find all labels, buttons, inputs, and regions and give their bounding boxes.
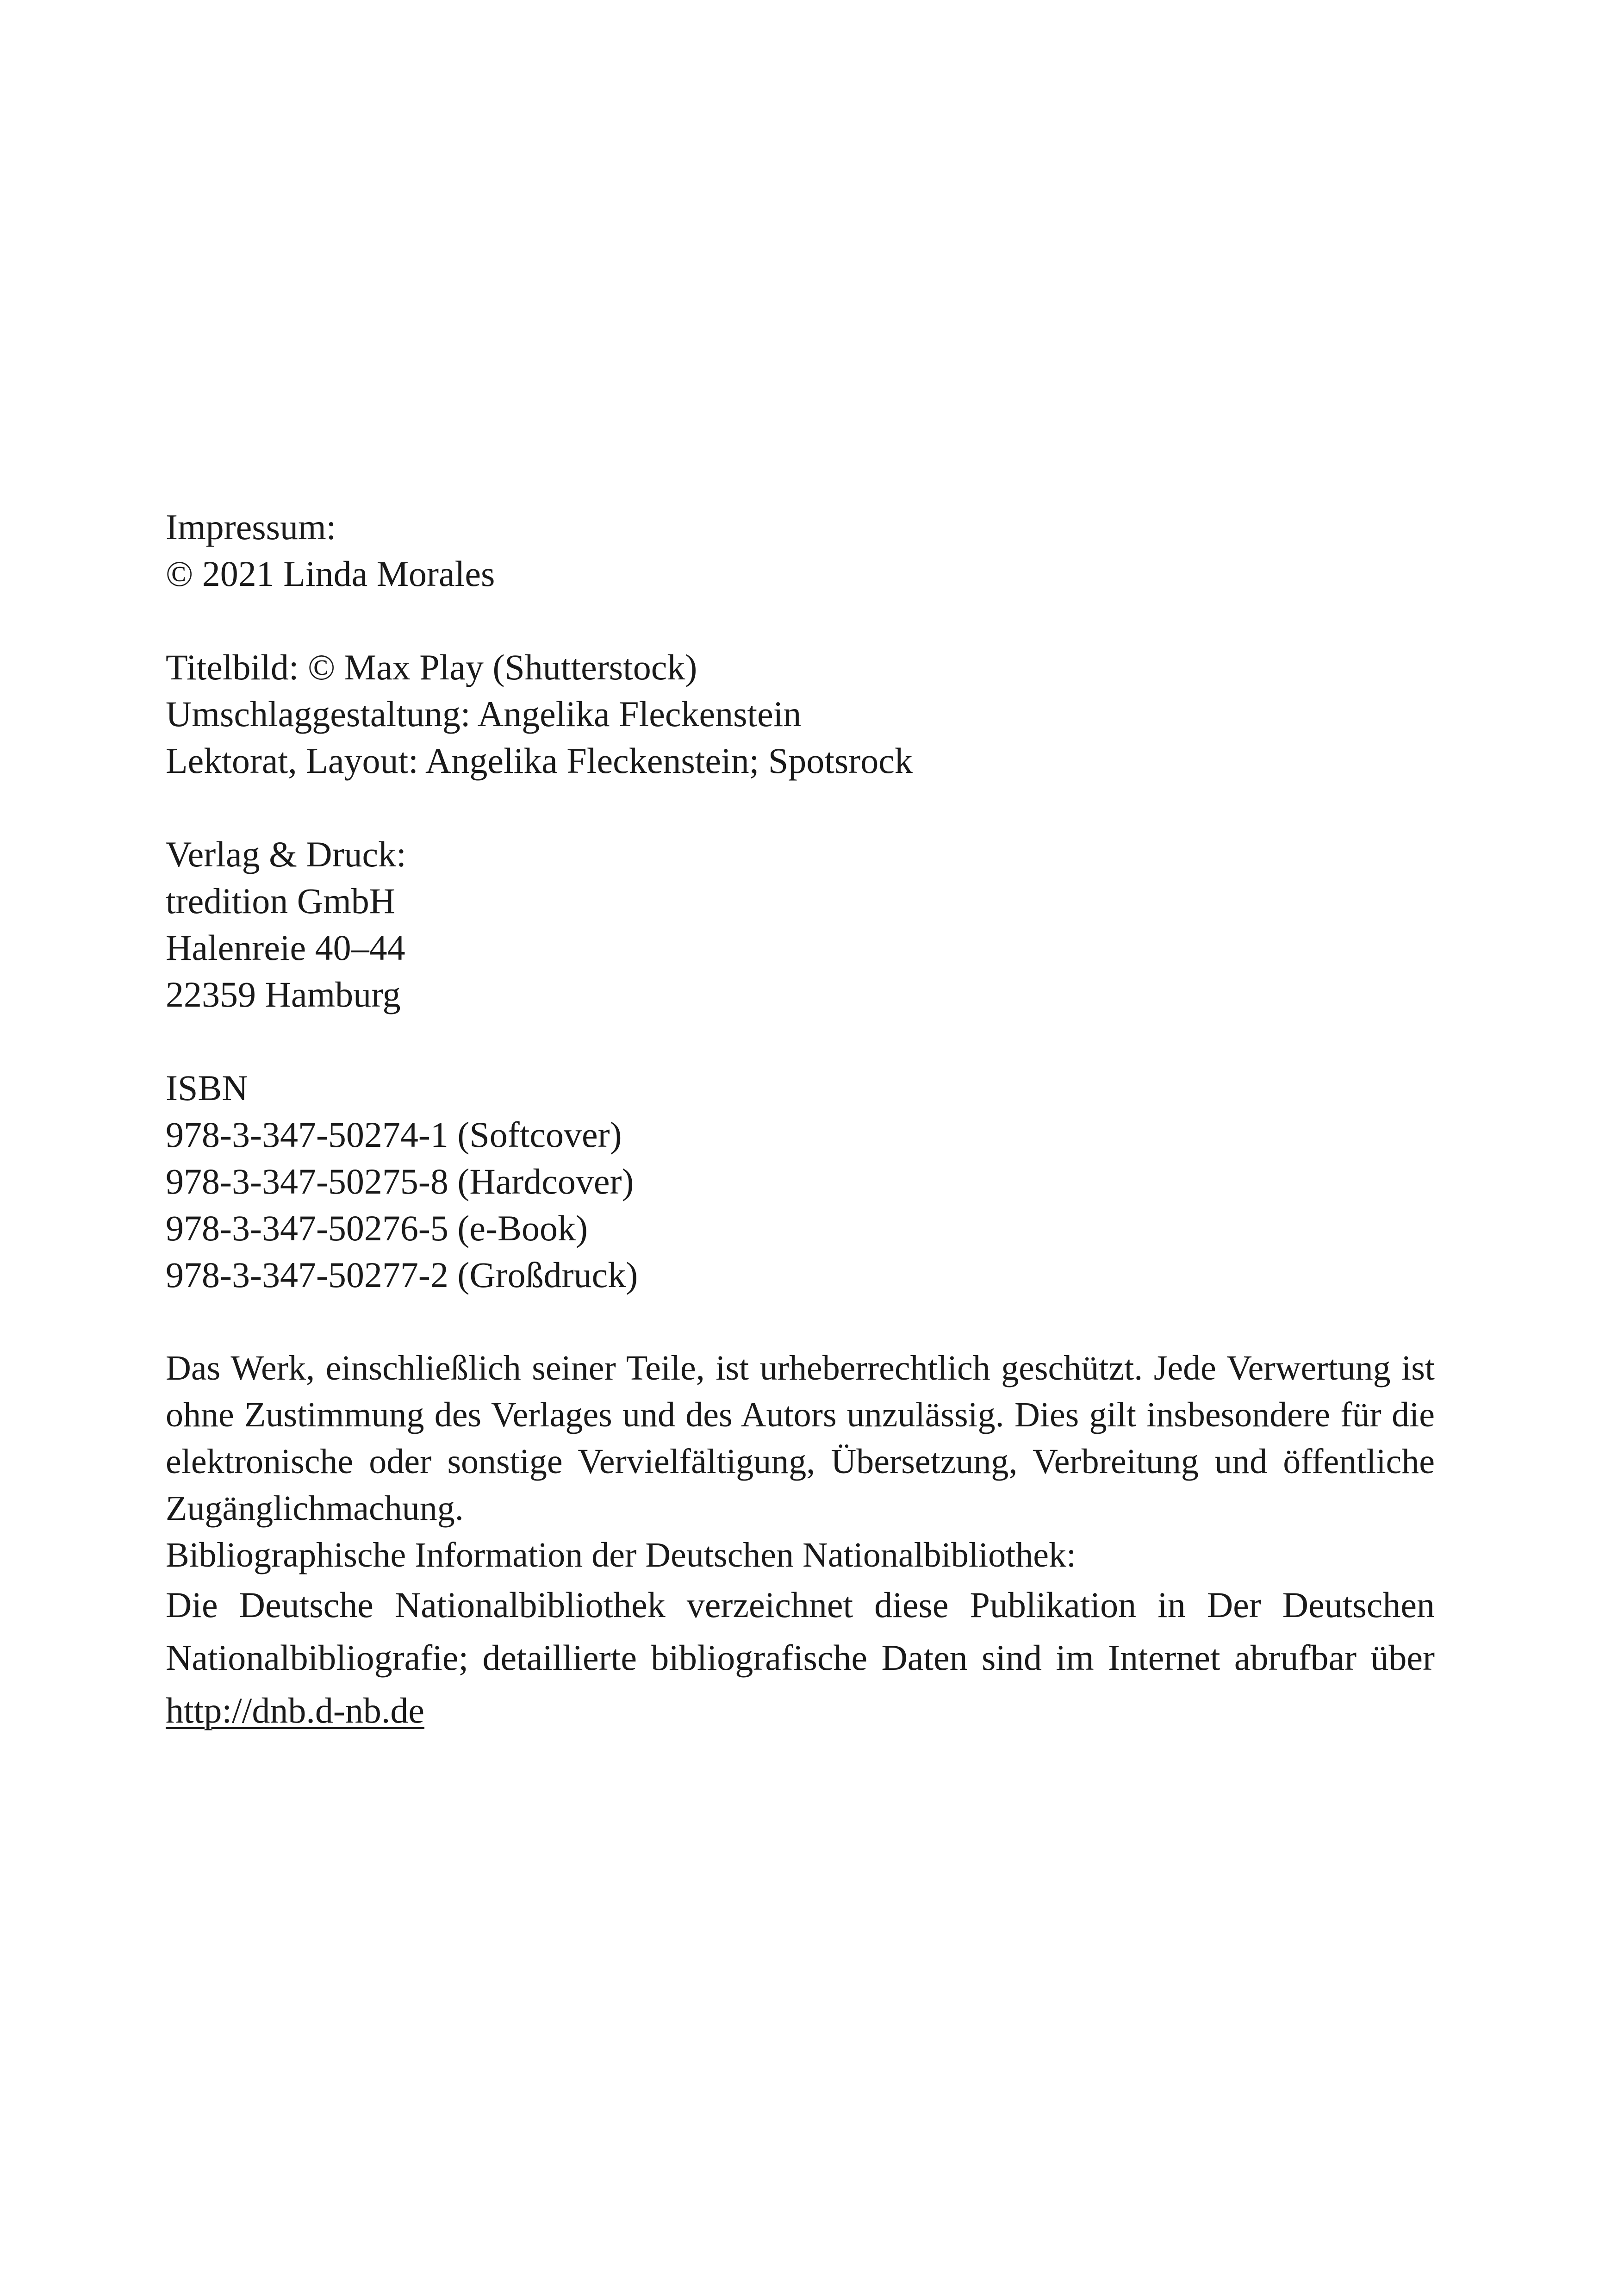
publisher-heading: Verlag & Druck: xyxy=(166,834,406,874)
editing-layout-credit: Lektorat, Layout: Angelika Fleckenstein; Spotsrock xyxy=(166,740,913,781)
legal-block xyxy=(166,1345,1435,1579)
biblio-block xyxy=(166,1579,1435,1737)
spacer xyxy=(166,1018,1435,1064)
spacer xyxy=(166,597,1435,644)
cover-image-credit: Titelbild: © Max Play (Shutterstock) xyxy=(166,647,697,687)
biblio-text: Die Deutsche Nationalbibliothek verzeichnet diese Publikation in Der Deutschen Nationalbibliografie; detaillierte bibliografische Daten sind im Internet abrufbar über xyxy=(166,1585,1435,1678)
publisher-block xyxy=(166,831,1435,1018)
spacer xyxy=(166,1298,1435,1345)
isbn-large-print: 978-3-347-50277-2 (Großdruck) xyxy=(166,1255,638,1295)
copyright-notice: Das Werk, einschließlich seiner Teile, ist urheberrechtlich geschützt. Jede Verwertung ist ohne Zustimmung des Verlages und des Autors unzulässig. Dies gilt insbesondere für die elektronische oder sonstige Vervielfältigung, Übersetzung, Verbreitung und öffentliche Zugänglichmachung. xyxy=(166,1349,1435,1528)
biblio-paragraph xyxy=(166,1579,1435,1737)
cover-design-credit: Umschlaggestaltung: Angelika Fleckenstein xyxy=(166,694,802,734)
copyright-line: © 2021 Linda Morales xyxy=(166,554,495,594)
isbn-hardcover: 978-3-347-50275-8 (Hardcover) xyxy=(166,1161,634,1201)
biblio-heading: Bibliographische Information der Deutschen Nationalbibliothek: xyxy=(166,1536,1077,1574)
isbn-heading: ISBN xyxy=(166,1068,248,1108)
isbn-softcover: 978-3-347-50274-1 (Softcover) xyxy=(166,1114,622,1155)
credits-block xyxy=(166,644,1435,784)
isbn-block xyxy=(166,1064,1435,1298)
publisher-city: 22359 Hamburg xyxy=(166,974,401,1014)
impressum-block xyxy=(166,504,1435,597)
dnb-link[interactable]: http://dnb.d-nb.de xyxy=(166,1690,424,1730)
publisher-street: Halenreie 40–44 xyxy=(166,927,405,968)
isbn-ebook: 978-3-347-50276-5 (e-Book) xyxy=(166,1208,588,1248)
spacer xyxy=(166,784,1435,831)
imprint-page xyxy=(166,504,1435,1737)
publisher-name: tredition GmbH xyxy=(166,881,396,921)
impressum-heading: Impressum: xyxy=(166,507,336,547)
